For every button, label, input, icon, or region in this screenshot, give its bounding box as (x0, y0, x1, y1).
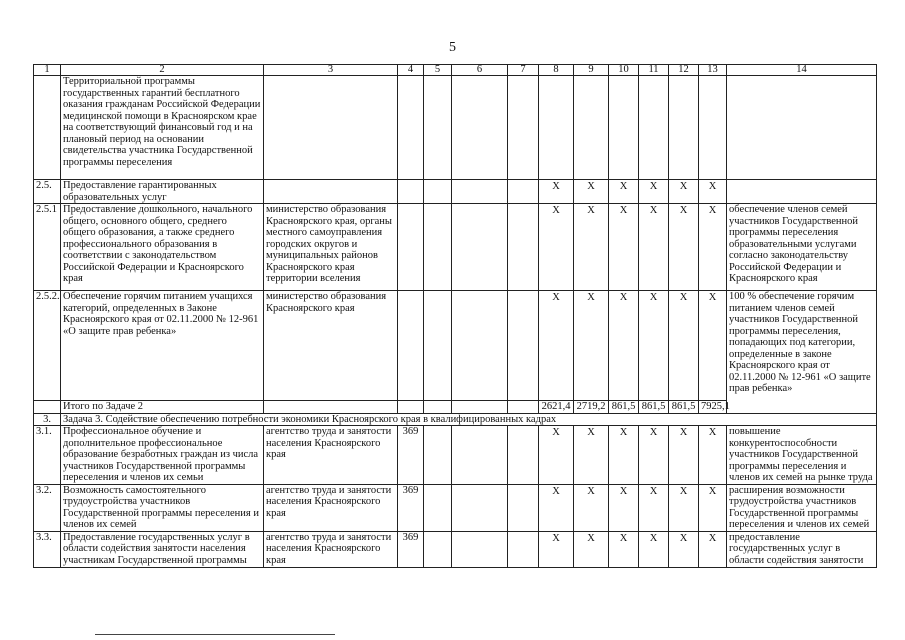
total-value: 2621,4 (539, 401, 574, 414)
cell-name: Предоставление дошкольного, начального общего, основного общего, среднего общего образования, а также среднего профессионального образования в соответствии с законодательством Российской Федерации и Красноярского края (61, 204, 264, 291)
cell-executor: агентство труда и занятости населения Красноярского края (264, 484, 398, 531)
cell-mark: Х (609, 426, 639, 485)
col-header: 11 (639, 65, 669, 76)
total-value: 861,5 (639, 401, 669, 414)
cell-mark: Х (699, 484, 727, 531)
table-row (34, 291, 877, 401)
cell-mark: Х (574, 484, 609, 531)
cell-mark: Х (669, 426, 699, 485)
cell-mark: Х (574, 291, 609, 401)
cell-mark: Х (574, 204, 609, 291)
cell-mark: Х (699, 180, 727, 204)
cell-code: 369 (398, 531, 424, 567)
task-title: Задача 3. Содействие обеспечению потребности экономики Красноярского края в квалифицированных кадрах (61, 413, 877, 426)
col-header: 1 (34, 65, 61, 76)
cell-result: повышение конкурентоспособности участников Государственной программы переселения и членов их семей на рынке труда (727, 426, 877, 485)
total-value: 7925,1 (699, 401, 727, 414)
cell-mark: Х (539, 531, 574, 567)
cell-mark: Х (639, 204, 669, 291)
cell-mark: Х (609, 484, 639, 531)
total-value: 861,5 (669, 401, 699, 414)
cell-mark: Х (574, 426, 609, 485)
table-row (34, 426, 877, 485)
col-header: 9 (574, 65, 609, 76)
col-header: 5 (424, 65, 452, 76)
program-table (33, 64, 877, 568)
col-header: 2 (61, 65, 264, 76)
cell-executor (264, 76, 398, 180)
cell-code: 369 (398, 426, 424, 485)
cell-name: Территориальной программы государственных гарантий бесплатного оказания гражданам Российской Федерации медицинской помощи в Красноярском крае на соответствующий финансовый год и на плановый период на основании свидетельства участника Государственной программы переселения (61, 76, 264, 180)
cell-mark: Х (539, 204, 574, 291)
task-row (34, 413, 877, 426)
col-header: 8 (539, 65, 574, 76)
cell-name: Профессиональное обучение и дополнительное профессиональное образование безработных граждан из числа участников Государственной программы переселения и членов их семьи (61, 426, 264, 485)
cell-mark: Х (609, 204, 639, 291)
cell-mark: Х (539, 291, 574, 401)
cell-mark: Х (669, 291, 699, 401)
cell-executor: министерство образования Красноярского края, органы местного самоуправления городских округов и муниципальных районов Красноярского края территории вселения (264, 204, 398, 291)
table-row (34, 484, 877, 531)
total-value: 861,5 (609, 401, 639, 414)
cell-mark: Х (539, 426, 574, 485)
cell-mark: Х (639, 426, 669, 485)
cell-mark: Х (699, 531, 727, 567)
cell-mark: Х (699, 204, 727, 291)
cell-name: Обеспечение горячим питанием учащихся категорий, определенных в Законе Красноярского края от 02.11.2000 № 12-961 «О защите прав ребенка» (61, 291, 264, 401)
table-row (34, 204, 877, 291)
cell-result: расширения возможности трудоустройства участников Государственной программы переселения и членов их семей (727, 484, 877, 531)
cell-num: 3.1. (34, 426, 61, 485)
cell-code: 369 (398, 484, 424, 531)
cell-mark: Х (574, 531, 609, 567)
cell-mark: Х (574, 180, 609, 204)
cell-mark: Х (539, 180, 574, 204)
cell-num: 3.2. (34, 484, 61, 531)
total-label: Итого по Задаче 2 (61, 401, 264, 414)
cell-num: 2.5.1 (34, 204, 61, 291)
cell-mark: Х (669, 484, 699, 531)
cell-num: 3.3. (34, 531, 61, 567)
col-header: 12 (669, 65, 699, 76)
table-row (34, 180, 877, 204)
cell-executor: агентство труда и занятости населения Красноярского края (264, 531, 398, 567)
cell-mark: Х (639, 484, 669, 531)
cell-mark: Х (609, 180, 639, 204)
cell-executor: министерство образования Красноярского края (264, 291, 398, 401)
cell-mark: Х (609, 531, 639, 567)
cell-mark: Х (699, 291, 727, 401)
cell-mark: Х (609, 291, 639, 401)
col-header: 6 (452, 65, 508, 76)
cell-result: обеспечение членов семей участников Государственной программы переселения образовательными услугами согласно законодательству Российской Федерации и Красноярского края (727, 204, 877, 291)
cell-num (34, 76, 61, 180)
cell-mark: Х (639, 291, 669, 401)
col-header: 10 (609, 65, 639, 76)
col-header: 13 (699, 65, 727, 76)
cell-mark: Х (639, 531, 669, 567)
cell-mark: Х (539, 484, 574, 531)
cell-mark: Х (669, 531, 699, 567)
table-row (34, 531, 877, 567)
col-header: 7 (508, 65, 539, 76)
cell-mark: Х (639, 180, 669, 204)
cell-num: 3. (34, 413, 61, 426)
col-header: 3 (264, 65, 398, 76)
cell-name: Предоставление гарантированных образовательных услуг (61, 180, 264, 204)
cell-num: 2.5. (34, 180, 61, 204)
header-row (34, 65, 877, 76)
footer-rule (95, 634, 335, 635)
cell-executor: агентство труда и занятости населения Красноярского края (264, 426, 398, 485)
cell-num: 2.5.2. (34, 291, 61, 401)
cell-mark: Х (669, 180, 699, 204)
cell-result: 100 % обеспечение горячим питанием членов семей участников Государственной программы переселения, попадающих под категории, определенные в законе Красноярского края от 02.11.2000 № 12-961 «О защите прав ребенка» (727, 291, 877, 414)
table-row (34, 76, 877, 180)
page-number: 5 (449, 40, 456, 55)
cell-result: предоставление государственных услуг в области содействия занятости (727, 531, 877, 567)
cell-name: Предоставление государственных услуг в области содействия занятости населения участникам Государственной программы (61, 531, 264, 567)
total-value: 2719,2 (574, 401, 609, 414)
col-header: 4 (398, 65, 424, 76)
col-header: 14 (727, 65, 877, 76)
cell-mark: Х (669, 204, 699, 291)
cell-name: Возможность самостоятельного трудоустройства участников Государственной программы переселения и членов их семей (61, 484, 264, 531)
cell-mark: Х (699, 426, 727, 485)
